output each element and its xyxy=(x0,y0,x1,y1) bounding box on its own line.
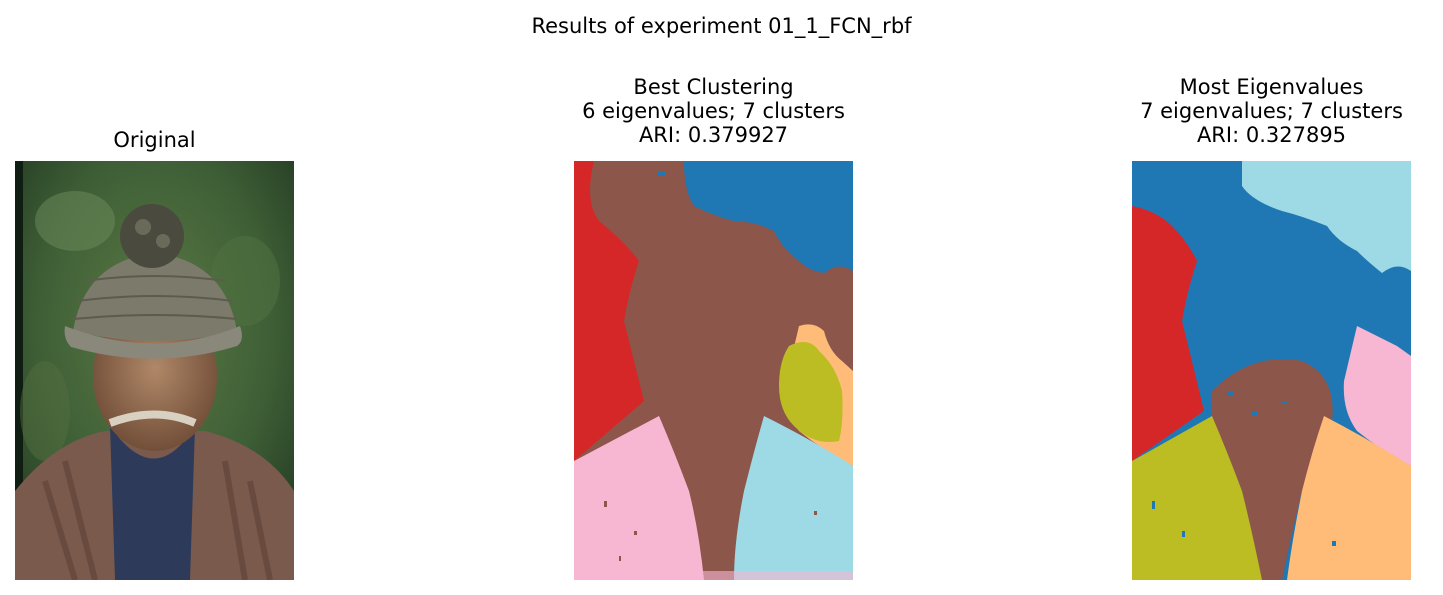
most-eigenvalues-title xyxy=(1032,75,1443,147)
best-clustering-title xyxy=(474,75,953,147)
most-eigenvalues-heading: Most Eigenvalues xyxy=(1179,75,1364,99)
figure-suptitle: Results of experiment 01_1_FCN_rbf xyxy=(531,14,912,38)
best-clustering-ari: ARI: 0.379927 xyxy=(638,123,789,147)
most-eigenvalues-ari: ARI: 0.327895 xyxy=(1196,123,1347,147)
best-clustering-image xyxy=(574,161,853,580)
most-eigenvalues-image xyxy=(1132,161,1411,580)
best-clustering-heading: Best Clustering xyxy=(633,75,794,99)
original-title: Original xyxy=(113,128,196,152)
most-eigenvalues-subtitle: 7 eigenvalues; 7 clusters xyxy=(1140,99,1403,123)
original-image xyxy=(15,161,294,580)
best-clustering-subtitle: 6 eigenvalues; 7 clusters xyxy=(582,99,845,123)
